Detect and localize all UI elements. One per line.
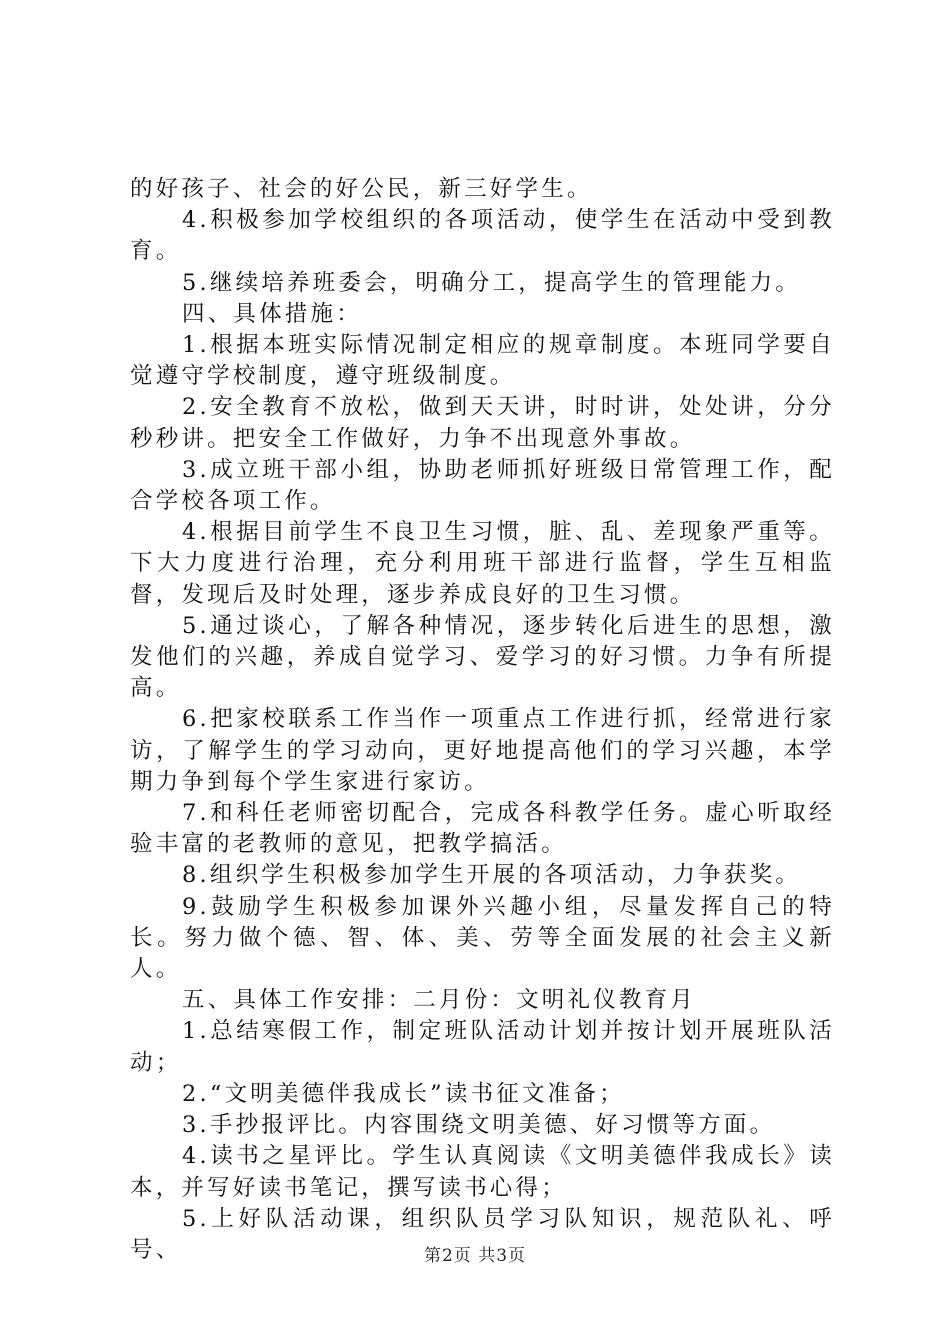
paragraph: 5.继续培养班委会，明确分工，提高学生的管理能力。: [182, 269, 801, 296]
paragraph: 1.总结寒假工作，制定班队活动计划并按计划开展班队活动；: [130, 1018, 835, 1076]
document-body: [130, 174, 835, 1266]
paragraph: 1.根据本班实际情况制定相应的规章制度。本班同学要自觉遵守学校制度，遵守班级制度。: [130, 332, 835, 390]
paragraph: 4.根据目前学生不良卫生习惯，脏、乱、差现象严重等。下大力度进行治理，充分利用班干部进行监督，学生互相监督，发现后及时处理，逐步养成良好的卫生习惯。: [130, 519, 835, 608]
paragraph: 的好孩子、社会的好公民，新三好学生。: [130, 176, 593, 202]
paragraph: 4.读书之星评比。学生认真阅读《文明美德伴我成长》读本，并写好读书笔记，撰写读书心得；: [130, 1143, 835, 1201]
paragraph: 4.积极参加学校组织的各项活动，使学生在活动中受到教育。: [130, 207, 835, 265]
paragraph: 2.“文明美德伴我成长”读书征文准备；: [182, 1080, 625, 1107]
paragraph: 9.鼓励学生积极参加课外兴趣小组，尽量发挥自己的特长。努力做个德、智、体、美、劳等全面发展的社会主义新人。: [130, 893, 835, 983]
paragraph: 3.成立班干部小组，协助老师抓好班级日常管理工作，配合学校各项工作。: [130, 456, 835, 515]
section-heading: 四、具体措施：: [182, 300, 362, 327]
section-heading: 五、具体工作安排：二月份：文明礼仪教育月: [182, 987, 697, 1014]
paragraph: 3.手抄报评比。内容围绕文明美德、好习惯等方面。: [182, 1112, 776, 1139]
paragraph: 2.安全教育不放松，做到天天讲，时时讲，处处讲，分分秒秒讲。把安全工作做好，力争不出现意外事故。: [130, 394, 835, 452]
page-number-footer: 第2页 共3页: [423, 1246, 527, 1266]
paragraph: 5.通过谈心，了解各种情况，逐步转化后进生的思想，激发他们的兴趣，养成自觉学习、爱学习的好习惯。力争有所提高。: [130, 612, 835, 702]
paragraph: 6.把家校联系工作当作一项重点工作进行抓，经常进行家访，了解学生的学习动向，更好地提高他们的学习兴趣，本学期力争到每个学生家进行家访。: [130, 706, 835, 795]
paragraph: 8.组织学生积极参加学生开展的各项活动，力争获奖。: [182, 862, 801, 889]
paragraph: 7.和科任老师密切配合，完成各科教学任务。虚心听取经验丰富的老教师的意见，把教学搞活。: [130, 800, 835, 858]
paragraph: 5.上好队活动课，组织队员学习队知识，规范队礼、呼号、: [130, 1205, 835, 1263]
